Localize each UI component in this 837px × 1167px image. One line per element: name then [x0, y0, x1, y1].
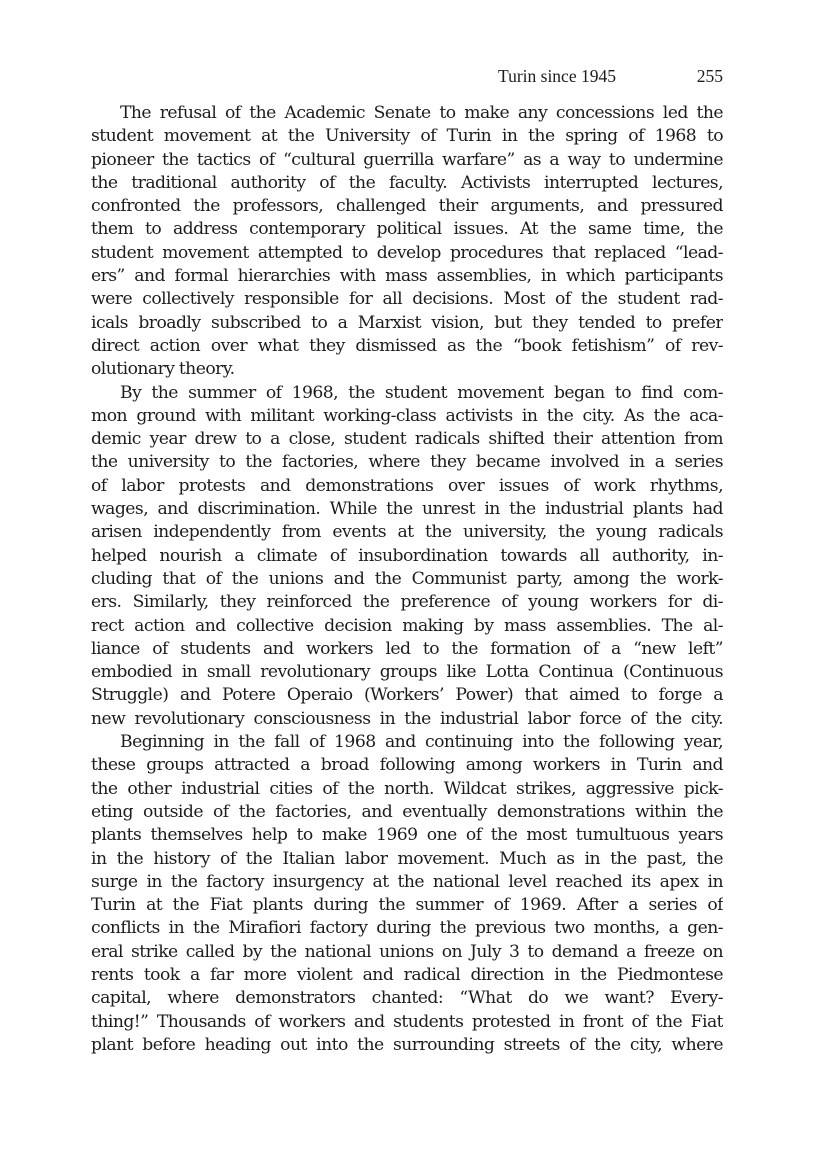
paragraph-3: [91, 731, 723, 1057]
text-line: them to address contemporary political issues. At the same time, the: [91, 219, 723, 240]
text-line: demic year drew to a close, student radicals shifted their attention from: [91, 429, 723, 450]
running-head: [420, 64, 723, 88]
text-line: direct action over what they dismissed as the “book fetishism” of rev-: [91, 335, 723, 356]
text-line: embodied in small revolutionary groups like Lotta Continua (Continuous: [91, 662, 723, 683]
text-line: plants themselves help to make 1969 one of the most tumultuous years: [91, 825, 723, 846]
text-line: surge in the factory insurgency at the national level reached its apex in: [91, 871, 723, 892]
text-line: eral strike called by the national unions on July 3 to demand a freeze on: [91, 941, 723, 962]
text-line: confronted the professors, challenged their arguments, and pressured: [91, 196, 723, 217]
text-line: new revolutionary consciousness in the industrial labor force of the city.: [91, 708, 723, 729]
text-line: icals broadly subscribed to a Marxist vision, but they tended to prefer: [91, 312, 723, 333]
running-head-title: Turin since 1945: [498, 66, 616, 86]
text-line: The refusal of the Academic Senate to make any concessions led the: [120, 103, 723, 123]
page-number: 255: [696, 66, 723, 86]
text-line: thing!” Thousands of workers and students protested in front of the Fiat: [91, 1011, 723, 1032]
text-line: liance of students and workers led to the formation of a “new left”: [91, 638, 723, 659]
text-line: plant before heading out into the surrounding streets of the city, where: [91, 1034, 723, 1055]
paragraph-1: [91, 102, 723, 382]
text-line: ers. Similarly, they reinforced the preference of young workers for di-: [91, 592, 723, 613]
text-line: the other industrial cities of the north. Wildcat strikes, aggressive pick-: [91, 778, 723, 799]
text-line: pioneer the tactics of “cultural guerrilla warfare” as a way to undermine: [91, 149, 723, 170]
text-line: olutionary theory.: [91, 359, 235, 380]
text-line: wages, and discrimination. While the unrest in the industrial plants had: [91, 499, 723, 520]
paragraph-2: [91, 382, 723, 731]
text-line: ers” and formal hierarchies with mass assemblies, in which participants: [91, 266, 723, 287]
text-line: arisen independently from events at the university, the young radicals: [91, 522, 723, 543]
text-line: were collectively responsible for all decisions. Most of the student rad-: [91, 289, 723, 310]
text-line: capital, where demonstrators chanted: “What do we want? Every-: [91, 988, 723, 1009]
text-line: these groups attracted a broad following among workers in Turin and: [91, 755, 723, 776]
text-line: rents took a far more violent and radical direction in the Piedmontese: [91, 964, 723, 985]
text-line: student movement at the University of Turin in the spring of 1968 to: [91, 126, 723, 147]
text-line: in the history of the Italian labor movement. Much as in the past, the: [91, 848, 723, 869]
text-line: cluding that of the unions and the Communist party, among the work-: [91, 568, 723, 589]
text-line: conflicts in the Mirafiori factory during the previous two months, a gen-: [91, 918, 723, 939]
text-line: rect action and collective decision making by mass assemblies. The al-: [91, 615, 723, 636]
text-line: of labor protests and demonstrations over issues of work rhythms,: [91, 475, 723, 496]
body-text: [91, 102, 723, 1057]
text-line: By the summer of 1968, the student movement began to find com-: [120, 382, 723, 403]
text-line: helped nourish a climate of insubordination towards all authority, in-: [91, 545, 723, 566]
text-line: the university to the factories, where they became involved in a series: [91, 452, 723, 473]
text-line: Turin at the Fiat plants during the summer of 1969. After a series of: [91, 895, 723, 916]
text-line: mon ground with militant working-class activists in the city. As the aca-: [91, 405, 723, 426]
text-line: eting outside of the factories, and eventually demonstrations within the: [91, 801, 723, 822]
text-line: student movement attempted to develop procedures that replaced “lead-: [91, 242, 723, 263]
text-line: Struggle) and Potere Operaio (Workers’ Power) that aimed to forge a: [91, 685, 723, 706]
text-line: the traditional authority of the faculty. Activists interrupted lectures,: [91, 172, 723, 193]
text-line: Beginning in the fall of 1968 and continuing into the following year,: [120, 732, 723, 753]
